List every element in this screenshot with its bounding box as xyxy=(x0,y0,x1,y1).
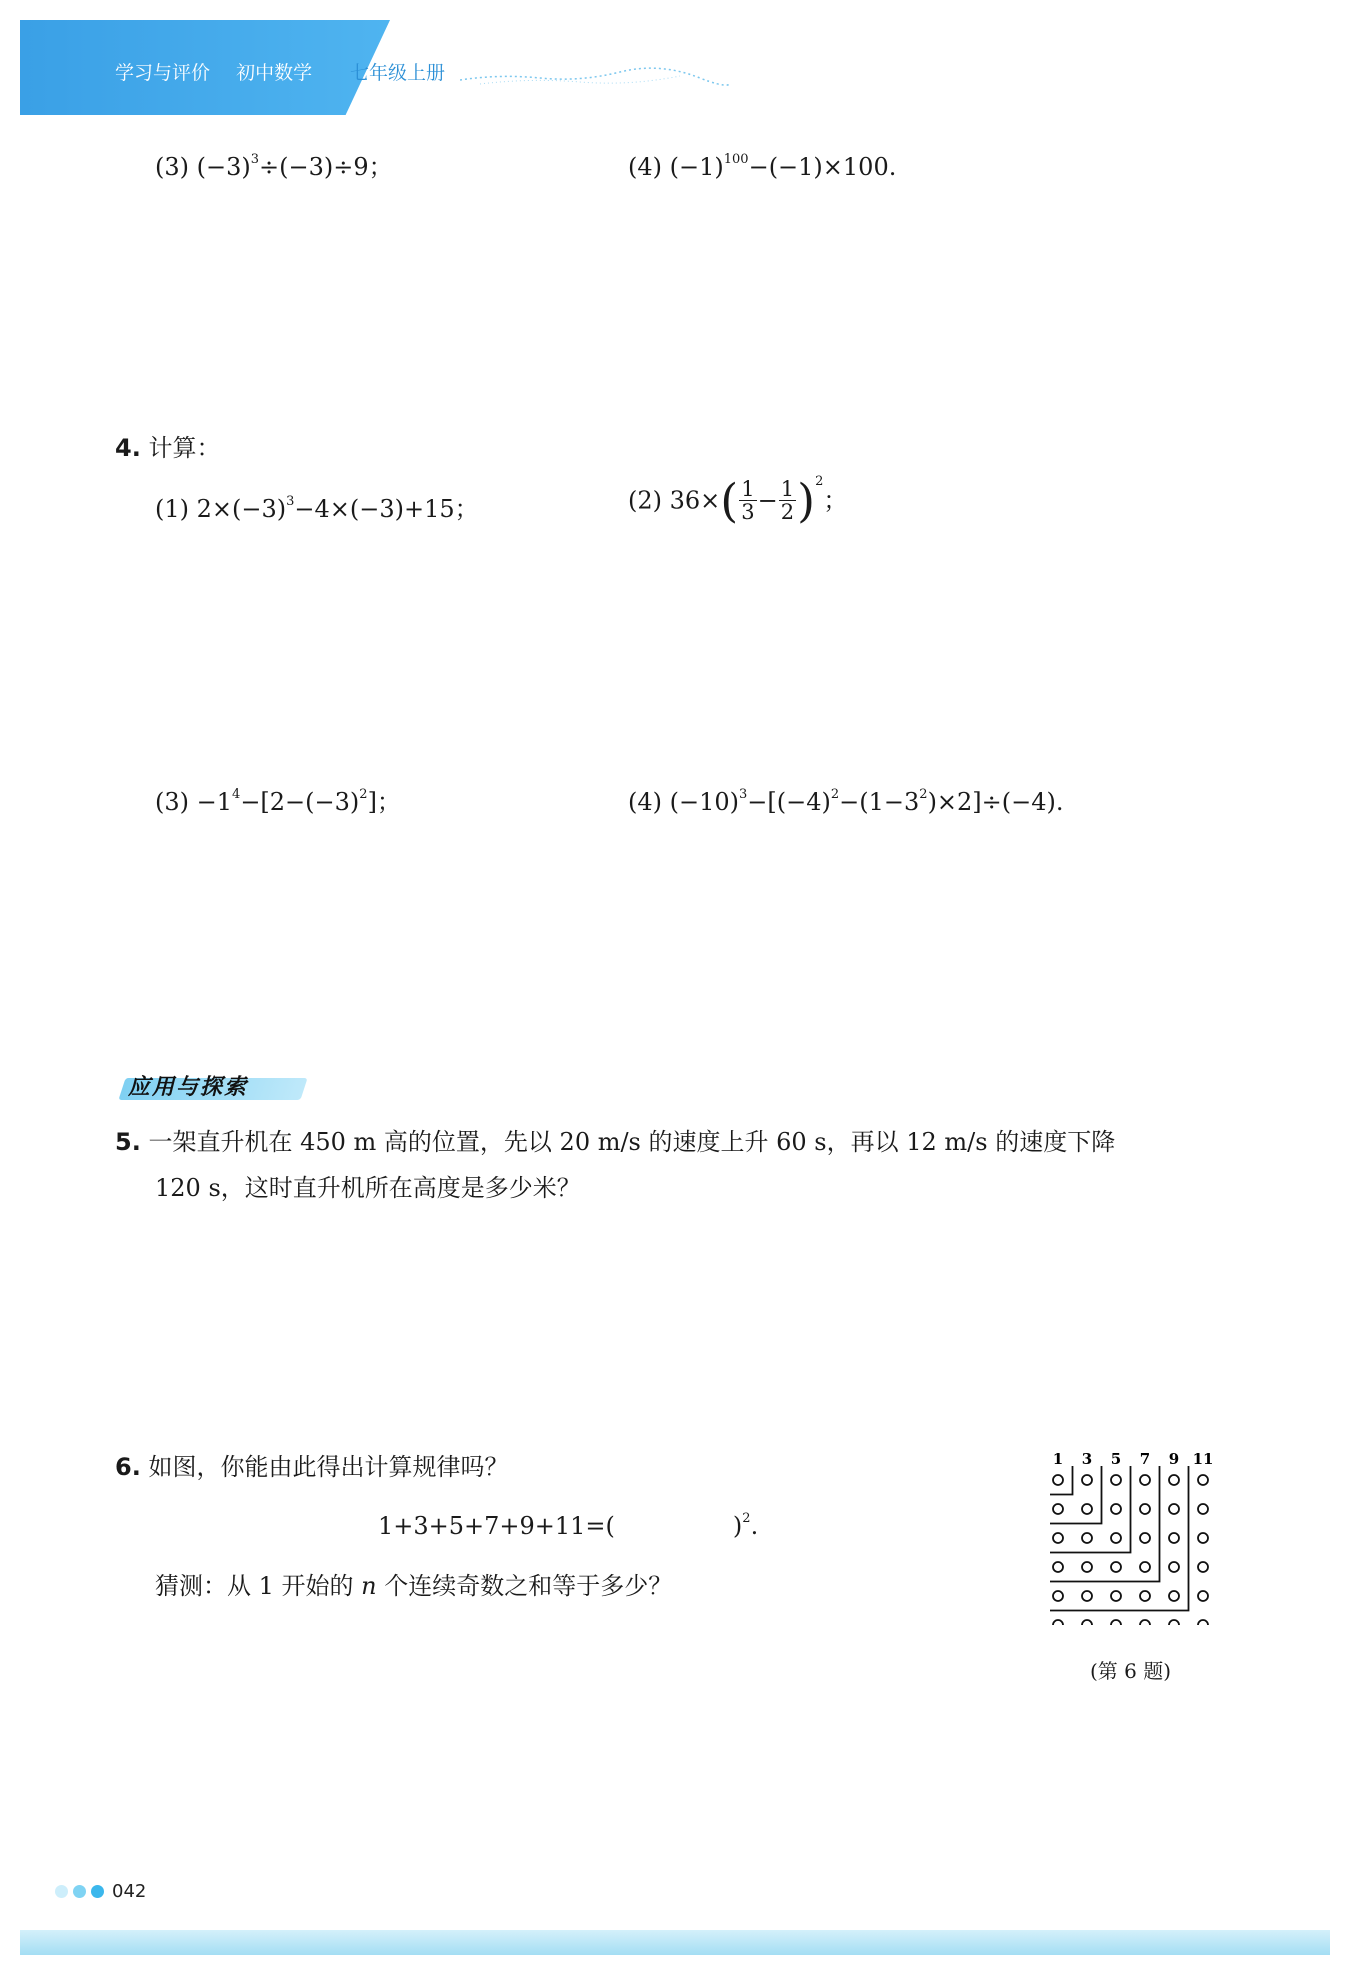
figure-dot xyxy=(1053,1562,1063,1572)
figure-column-label: 3 xyxy=(1081,1450,1093,1468)
figure-dot xyxy=(1169,1591,1179,1601)
figure-column-label: 11 xyxy=(1192,1450,1214,1468)
figure-dot xyxy=(1053,1591,1063,1601)
header-title xyxy=(115,58,332,85)
q4-title: 计算： xyxy=(148,434,221,462)
figure-dot xyxy=(1169,1504,1179,1514)
figure-dot xyxy=(1140,1620,1150,1625)
figure-dot xyxy=(1140,1591,1150,1601)
q5-line1: 5. 一架直升机在 450 m 高的位置，先以 20 m/s 的速度上升 60 s，再以 12 m/s 的速度下降 xyxy=(115,1128,1116,1156)
q6-guess: 猜测：从 1 开始的 n 个连续奇数之和等于多少？ xyxy=(155,1572,673,1600)
figure-dot xyxy=(1111,1562,1121,1572)
figure-dot xyxy=(1198,1475,1208,1485)
figure-dot xyxy=(1053,1475,1063,1485)
figure-dot xyxy=(1198,1533,1208,1543)
figure-dot xyxy=(1169,1533,1179,1543)
figure-dot xyxy=(1198,1591,1208,1601)
figure-dot xyxy=(1111,1533,1121,1543)
fraction-one-half: $\frac{1}{2}$ xyxy=(780,477,795,525)
footer-dot-2 xyxy=(73,1885,86,1898)
figure-dot xyxy=(1111,1591,1121,1601)
figure-dot xyxy=(1198,1562,1208,1572)
q4-number: 4. xyxy=(115,434,141,462)
figure-dot xyxy=(1169,1620,1179,1625)
figure-dot xyxy=(1082,1591,1092,1601)
section-title: 应用与探索 xyxy=(122,1068,304,1102)
q5-line2: 120 s，这时直升机所在高度是多少米？ xyxy=(155,1174,581,1202)
figure-dot xyxy=(1140,1475,1150,1485)
figure-dot xyxy=(1198,1504,1208,1514)
figure-dot xyxy=(1082,1620,1092,1625)
figure-dot xyxy=(1111,1504,1121,1514)
q3-part4: (4) $(-1)^{100}-(-1)\times 100$. xyxy=(628,152,897,181)
figure-dot xyxy=(1111,1475,1121,1485)
figure-column-label: 9 xyxy=(1168,1450,1180,1468)
q4-part2: (2) 36×( $\frac{1}{3}$ − $\frac{1}{2}$ )$^2$； xyxy=(628,473,848,528)
q6-line1: 6. 如图，你能由此得出计算规律吗？ xyxy=(115,1453,509,1481)
q4-part3: $(3) -1^4-[2-(-3)^2]$； xyxy=(155,787,401,816)
figure-dot xyxy=(1082,1562,1092,1572)
figure-dot xyxy=(1169,1475,1179,1485)
header-wave-decoration xyxy=(460,60,730,90)
odd-numbers-dot-figure xyxy=(1050,1450,1230,1625)
q3-part3: (3) $(-3)^3\div(-3)\div 9$； xyxy=(155,152,393,181)
q6-formula: 1+3+5+7+9+11=( )$^2$. xyxy=(378,1511,759,1540)
q6-number: 6. xyxy=(115,1453,141,1481)
figure-column-label: 7 xyxy=(1139,1450,1151,1468)
figure-dot xyxy=(1082,1475,1092,1485)
figure-dot xyxy=(1053,1504,1063,1514)
q4-heading xyxy=(115,436,220,460)
figure-column-label: 1 xyxy=(1052,1450,1064,1468)
footer-band xyxy=(20,1930,1330,1955)
fraction-one-third: $\frac{1}{3}$ xyxy=(741,477,755,525)
q4-part1: (1) $2\times(-3)^3-4\times(-3)+15$； xyxy=(155,494,479,523)
header-subject: 初中数学 xyxy=(236,62,313,84)
figure-caption: (第 6 题) xyxy=(1090,1659,1172,1683)
q4-part4: (4) $(-10)^3-[(-4)^2-(1-3^2)\times 2]\div(-4)$. xyxy=(628,787,1064,816)
page-number: 042 xyxy=(112,1881,147,1902)
q5-number: 5. xyxy=(115,1128,141,1156)
footer-dot-3 xyxy=(91,1885,104,1898)
figure-dot xyxy=(1082,1533,1092,1543)
footer-dot-1 xyxy=(55,1885,68,1898)
figure-dot xyxy=(1140,1504,1150,1514)
figure-dot xyxy=(1082,1504,1092,1514)
figure-column-label: 5 xyxy=(1110,1450,1122,1468)
figure-dot xyxy=(1169,1562,1179,1572)
header-series: 学习与评价 xyxy=(115,62,211,84)
figure-dot xyxy=(1053,1533,1063,1543)
figure-dot xyxy=(1111,1620,1121,1625)
figure-dot xyxy=(1053,1620,1063,1625)
header-grade: 七年级上册 xyxy=(350,62,446,84)
figure-separator xyxy=(1050,1466,1189,1611)
figure-dot xyxy=(1198,1620,1208,1625)
figure-dot xyxy=(1140,1562,1150,1572)
figure-dot xyxy=(1140,1533,1150,1543)
